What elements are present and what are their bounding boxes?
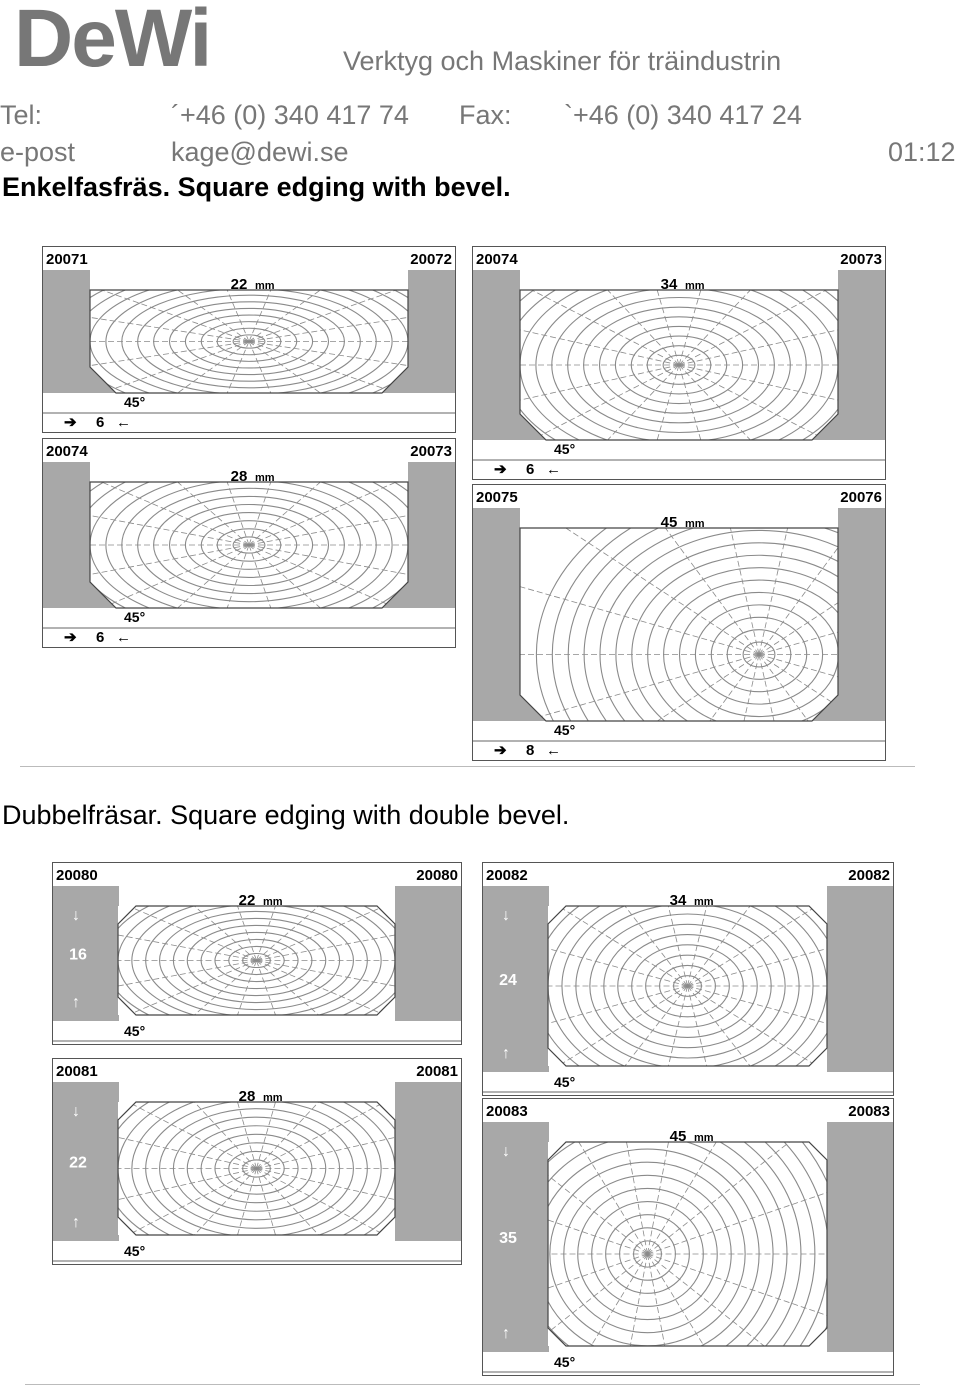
bevel-angle: 45°: [554, 1074, 576, 1090]
bottom-divider: [25, 1384, 920, 1385]
cutter-block-right: [395, 1082, 461, 1241]
panel-single-3: [472, 484, 886, 761]
cutter-block-right: [827, 1122, 893, 1352]
cutter-block-right: [395, 886, 461, 1021]
code-right: 20073: [840, 251, 882, 268]
double-bevel-title: Dubbelfräsar. Square edging with double bevel.: [2, 800, 570, 830]
fax-label: Fax:: [459, 100, 512, 130]
section-divider: [20, 766, 915, 767]
height-value: 16: [69, 946, 87, 964]
height-value: 24: [499, 972, 517, 989]
code-left: 20075: [476, 489, 518, 506]
arrow-left-icon: ←: [546, 742, 561, 759]
width-unit: mm: [255, 280, 275, 292]
single-bevel-title: Enkelfasfräs. Square edging with bevel.: [2, 172, 511, 202]
code-left: 20074: [46, 443, 88, 460]
bevel-angle: 45°: [554, 1354, 576, 1370]
logo: DeWi: [14, 0, 211, 84]
code-left: 20083: [486, 1103, 528, 1120]
code-left: 20080: [56, 867, 98, 884]
bevel-angle: 45°: [554, 722, 576, 738]
width-value: 22: [230, 276, 248, 293]
tagline: Verktyg och Maskiner för träindustrin: [343, 46, 782, 76]
arrow-down-icon: ↓: [502, 907, 510, 924]
bevel-angle: 45°: [124, 1243, 146, 1259]
code-right: 20080: [416, 867, 458, 884]
panel-double-3: [482, 1098, 894, 1376]
panel-double-0: [52, 862, 462, 1045]
code-right: 20076: [840, 489, 882, 506]
width-value: 34: [669, 892, 687, 909]
height-value: 22: [69, 1154, 87, 1172]
cutter-block-right: [827, 886, 893, 1072]
width-unit: mm: [255, 472, 275, 484]
arrow-left-icon: ←: [546, 461, 561, 478]
height-value: 35: [499, 1230, 517, 1247]
bevel-angle: 45°: [124, 609, 146, 625]
panel-single-2: [42, 438, 456, 648]
arrow-right-icon: ➔: [494, 461, 507, 478]
code-right: 20082: [848, 867, 890, 884]
arrow-up-icon: ↑: [72, 1214, 80, 1231]
code-right: 20073: [410, 443, 452, 460]
tel-label: Tel:: [0, 100, 43, 130]
width-unit: mm: [685, 280, 705, 292]
panel-double-2: [52, 1058, 462, 1265]
arrow-right-icon: ➔: [494, 742, 507, 759]
width-value: 34: [660, 276, 678, 293]
code-right: 20072: [410, 251, 452, 268]
chamfer-value: 8: [526, 742, 535, 759]
arrow-up-icon: ↑: [502, 1325, 510, 1342]
panel-double-1: [482, 862, 894, 1096]
chamfer-value: 6: [96, 629, 105, 646]
email-link[interactable]: kage@dewi.se: [171, 137, 349, 167]
arrow-right-icon: ➔: [64, 414, 77, 431]
code-right: 20083: [848, 1103, 890, 1120]
code-left: 20081: [56, 1063, 98, 1080]
arrow-down-icon: ↓: [502, 1143, 510, 1160]
fax-value: `+46 (0) 340 417 24: [564, 100, 802, 130]
width-unit: mm: [685, 518, 705, 530]
panel-single-0: [42, 246, 456, 433]
arrow-up-icon: ↑: [502, 1045, 510, 1062]
code-left: 20074: [476, 251, 518, 268]
email-label: e-post: [0, 137, 76, 167]
page-reference: 01:12: [888, 137, 956, 167]
bevel-angle: 45°: [124, 1023, 146, 1039]
arrow-left-icon: ←: [116, 414, 131, 431]
chamfer-value: 6: [96, 414, 105, 431]
width-unit: mm: [694, 1132, 714, 1144]
arrow-up-icon: ↑: [72, 994, 80, 1011]
width-value: 45: [660, 514, 678, 531]
panel-single-1: [472, 246, 886, 480]
arrow-down-icon: ↓: [72, 907, 80, 924]
bevel-angle: 45°: [554, 441, 576, 457]
width-value: 22: [238, 892, 256, 909]
width-value: 45: [669, 1128, 687, 1145]
width-unit: mm: [263, 896, 283, 908]
code-right: 20081: [416, 1063, 458, 1080]
width-value: 28: [238, 1088, 256, 1105]
tel-value: ´+46 (0) 340 417 74: [171, 100, 409, 130]
chamfer-value: 6: [526, 461, 535, 478]
width-unit: mm: [694, 896, 714, 908]
arrow-right-icon: ➔: [64, 629, 77, 646]
code-left: 20071: [46, 251, 88, 268]
arrow-left-icon: ←: [116, 629, 131, 646]
width-value: 28: [230, 468, 248, 485]
code-left: 20082: [486, 867, 528, 884]
width-unit: mm: [263, 1092, 283, 1104]
bevel-angle: 45°: [124, 394, 146, 410]
arrow-down-icon: ↓: [72, 1103, 80, 1120]
